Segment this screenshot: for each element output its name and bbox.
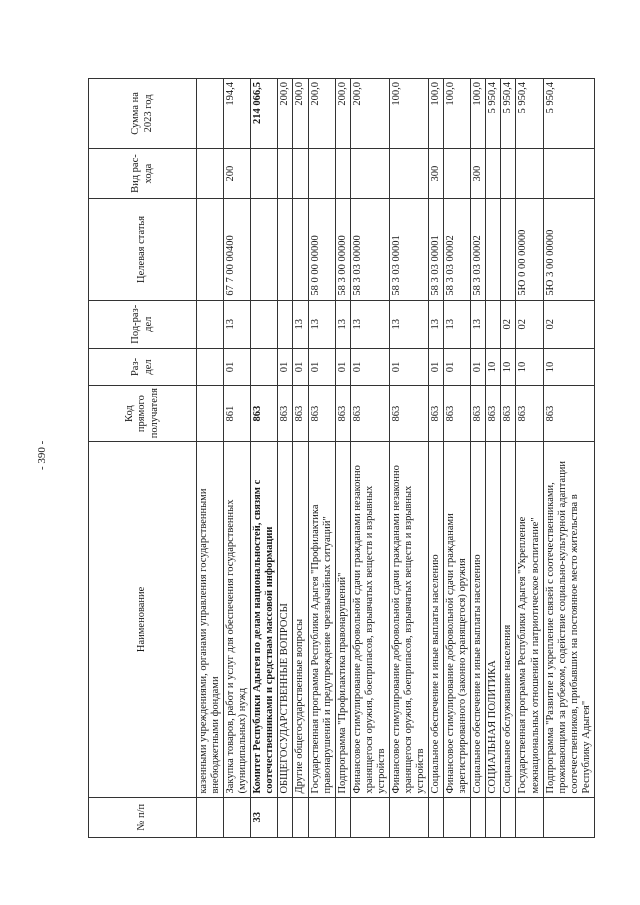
row-name: Социальное обслуживание населения <box>501 442 516 797</box>
table-row <box>444 79 471 838</box>
row-article: 67 7 00 00400 <box>224 199 251 300</box>
row-sum: 194,4 <box>224 79 251 149</box>
table-row <box>293 79 308 838</box>
row-name: Социальное обеспечение и иные выплаты населению <box>471 442 486 797</box>
row-razdel: 10 <box>543 348 594 385</box>
row-podrazdel: 13 <box>444 300 471 348</box>
row-name: Государственная программа Республики Адыгея "Укрепление межнациональных отношений и патриотическое воспитание" <box>516 442 543 797</box>
row-sum: 100,0 <box>389 79 428 149</box>
row-vid <box>197 148 224 199</box>
header-article: Целевая статья <box>89 199 197 300</box>
page-number: - 390 - <box>36 440 48 470</box>
row-sum: 200,0 <box>293 79 308 149</box>
rotated-table-container <box>88 78 592 838</box>
row-code: 863 <box>350 386 389 442</box>
row-podrazdel: 13 <box>429 300 444 348</box>
row-name: Финансовое стимулирование добровольной сдачи гражданами незаконно хранящегося оружия, боеприпасов, взрывчатых веществ и взрывных устройств <box>389 442 428 797</box>
table-row <box>224 79 251 838</box>
row-podrazdel: 02 <box>543 300 594 348</box>
row-code: 863 <box>429 386 444 442</box>
row-code: 863 <box>278 386 293 442</box>
row-podrazdel: 13 <box>308 300 335 348</box>
row-code: 861 <box>224 386 251 442</box>
row-num <box>471 797 486 837</box>
row-sum <box>197 79 224 149</box>
row-sum: 5 950,4 <box>516 79 543 149</box>
row-podrazdel: 13 <box>389 300 428 348</box>
row-article: 58 3 03 00001 <box>429 199 444 300</box>
row-num <box>335 797 350 837</box>
row-podrazdel: 02 <box>516 300 543 348</box>
row-podrazdel: 13 <box>293 300 308 348</box>
row-vid <box>335 148 350 199</box>
row-article <box>197 199 224 300</box>
row-article <box>486 199 501 300</box>
row-sum: 5 950,4 <box>543 79 594 149</box>
header-code: Код прямого получателя <box>89 386 197 442</box>
row-sum: 100,0 <box>429 79 444 149</box>
row-podrazdel: 13 <box>471 300 486 348</box>
row-code: 863 <box>516 386 543 442</box>
table-row <box>471 79 486 838</box>
row-razdel <box>197 348 224 385</box>
row-num <box>224 797 251 837</box>
row-article: 58 3 03 00000 <box>350 199 389 300</box>
row-num <box>197 797 224 837</box>
table-row <box>543 79 594 838</box>
row-sum: 200,0 <box>308 79 335 149</box>
row-razdel: 10 <box>501 348 516 385</box>
row-article: 5Ю 0 00 00000 <box>516 199 543 300</box>
row-num <box>444 797 471 837</box>
row-code: 863 <box>471 386 486 442</box>
row-podrazdel: 13 <box>224 300 251 348</box>
row-num: 33 <box>251 797 278 837</box>
row-code: 863 <box>293 386 308 442</box>
row-article: 58 3 03 00001 <box>389 199 428 300</box>
row-code <box>197 386 224 442</box>
row-vid <box>308 148 335 199</box>
row-sum: 100,0 <box>471 79 486 149</box>
row-podrazdel <box>251 300 278 348</box>
row-article: 58 3 03 00002 <box>471 199 486 300</box>
row-code: 863 <box>335 386 350 442</box>
row-article: 58 3 03 00002 <box>444 199 471 300</box>
row-article <box>278 199 293 300</box>
row-code: 863 <box>308 386 335 442</box>
row-podrazdel <box>197 300 224 348</box>
table-row <box>335 79 350 838</box>
row-razdel: 01 <box>278 348 293 385</box>
row-razdel: 01 <box>293 348 308 385</box>
row-name: Другие общегосударственные вопросы <box>293 442 308 797</box>
row-vid <box>444 148 471 199</box>
row-vid <box>350 148 389 199</box>
row-vid <box>251 148 278 199</box>
row-razdel: 01 <box>335 348 350 385</box>
row-razdel <box>251 348 278 385</box>
row-razdel: 10 <box>486 348 501 385</box>
row-code: 863 <box>543 386 594 442</box>
row-article <box>251 199 278 300</box>
row-vid: 300 <box>429 148 444 199</box>
row-sum: 200,0 <box>335 79 350 149</box>
row-vid <box>293 148 308 199</box>
row-name: Закупка товаров, работ и услуг для обеспечения государственных (муниципальных) нужд <box>224 442 251 797</box>
table-row <box>501 79 516 838</box>
row-sum: 214 066,5 <box>251 79 278 149</box>
row-num <box>350 797 389 837</box>
row-name: СОЦИАЛЬНАЯ ПОЛИТИКА <box>486 442 501 797</box>
row-name: Подпрограмма "Развитие и укрепление связей с соотечественниками, проживающими за рубежом, содействие социально-культурной адаптации соотечественников, прибывших на постоянное место жительства в Республику Адыгея" <box>543 442 594 797</box>
row-podrazdel: 13 <box>335 300 350 348</box>
row-vid <box>389 148 428 199</box>
table-row <box>350 79 389 838</box>
row-num <box>389 797 428 837</box>
row-name: ОБЩЕГОСУДАРСТВЕННЫЕ ВОПРОСЫ <box>278 442 293 797</box>
row-sum: 5 950,4 <box>501 79 516 149</box>
header-podrazdel: Под-раз-дел <box>89 300 197 348</box>
row-vid: 200 <box>224 148 251 199</box>
row-razdel: 10 <box>516 348 543 385</box>
row-razdel: 01 <box>471 348 486 385</box>
row-code: 863 <box>444 386 471 442</box>
row-num <box>308 797 335 837</box>
header-razdel: Раз-дел <box>89 348 197 385</box>
row-razdel: 01 <box>224 348 251 385</box>
table-row <box>486 79 501 838</box>
row-razdel: 01 <box>444 348 471 385</box>
table-row <box>308 79 335 838</box>
row-article <box>501 199 516 300</box>
row-name: Финансовое стимулирование добровольной сдачи гражданами незаконно хранящегося оружия, боеприпасов, взрывчатых веществ и взрывных устройств <box>350 442 389 797</box>
row-vid <box>501 148 516 199</box>
table-row <box>389 79 428 838</box>
row-code: 863 <box>251 386 278 442</box>
row-sum: 100,0 <box>444 79 471 149</box>
header-name: Наименование <box>89 442 197 797</box>
row-article: 58 3 00 00000 <box>335 199 350 300</box>
table-body <box>197 79 595 838</box>
row-podrazdel: 13 <box>350 300 389 348</box>
row-article: 58 0 00 00000 <box>308 199 335 300</box>
table-row <box>197 79 224 838</box>
row-num <box>501 797 516 837</box>
table-header-row <box>89 79 197 838</box>
row-razdel: 01 <box>308 348 335 385</box>
row-num <box>278 797 293 837</box>
row-code: 863 <box>486 386 501 442</box>
row-name: казенными учреждениями, органами управления государственными внебюджетными фондами <box>197 442 224 797</box>
row-code: 863 <box>389 386 428 442</box>
row-name: Государственная программа Республики Адыгея "Профилактика правонарушений и предупреждение чрезвычайных ситуаций" <box>308 442 335 797</box>
row-vid <box>278 148 293 199</box>
row-vid <box>543 148 594 199</box>
row-article <box>293 199 308 300</box>
row-podrazdel: 02 <box>501 300 516 348</box>
row-code: 863 <box>501 386 516 442</box>
row-vid: 300 <box>471 148 486 199</box>
row-name: Социальное обеспечение и иные выплаты населению <box>429 442 444 797</box>
row-name: Подпрограмма "Профилактика правонарушений" <box>335 442 350 797</box>
row-num <box>486 797 501 837</box>
row-sum: 5 950,4 <box>486 79 501 149</box>
row-podrazdel <box>278 300 293 348</box>
row-num <box>543 797 594 837</box>
row-name: Финансовое стимулирование добровольной сдачи гражданами зарегистрированного (законно хранящегося) оружия <box>444 442 471 797</box>
table-row <box>251 79 278 838</box>
table-row <box>429 79 444 838</box>
row-name: Комитет Республики Адыгея по делам национальностей, связям с соотечественниками и средствам массовой информации <box>251 442 278 797</box>
row-vid <box>516 148 543 199</box>
row-podrazdel <box>486 300 501 348</box>
header-sum: Сумма на 2023 год <box>89 79 197 149</box>
row-sum: 200,0 <box>350 79 389 149</box>
row-razdel: 01 <box>429 348 444 385</box>
budget-table <box>88 78 595 838</box>
row-razdel: 01 <box>350 348 389 385</box>
table-row <box>516 79 543 838</box>
row-num <box>429 797 444 837</box>
row-num <box>516 797 543 837</box>
row-vid <box>486 148 501 199</box>
header-vid: Вид рас-хода <box>89 148 197 199</box>
row-article: 5Ю 3 00 00000 <box>543 199 594 300</box>
header-num: № п/п <box>89 797 197 837</box>
row-sum: 200,0 <box>278 79 293 149</box>
row-num <box>293 797 308 837</box>
table-row <box>278 79 293 838</box>
row-razdel: 01 <box>389 348 428 385</box>
